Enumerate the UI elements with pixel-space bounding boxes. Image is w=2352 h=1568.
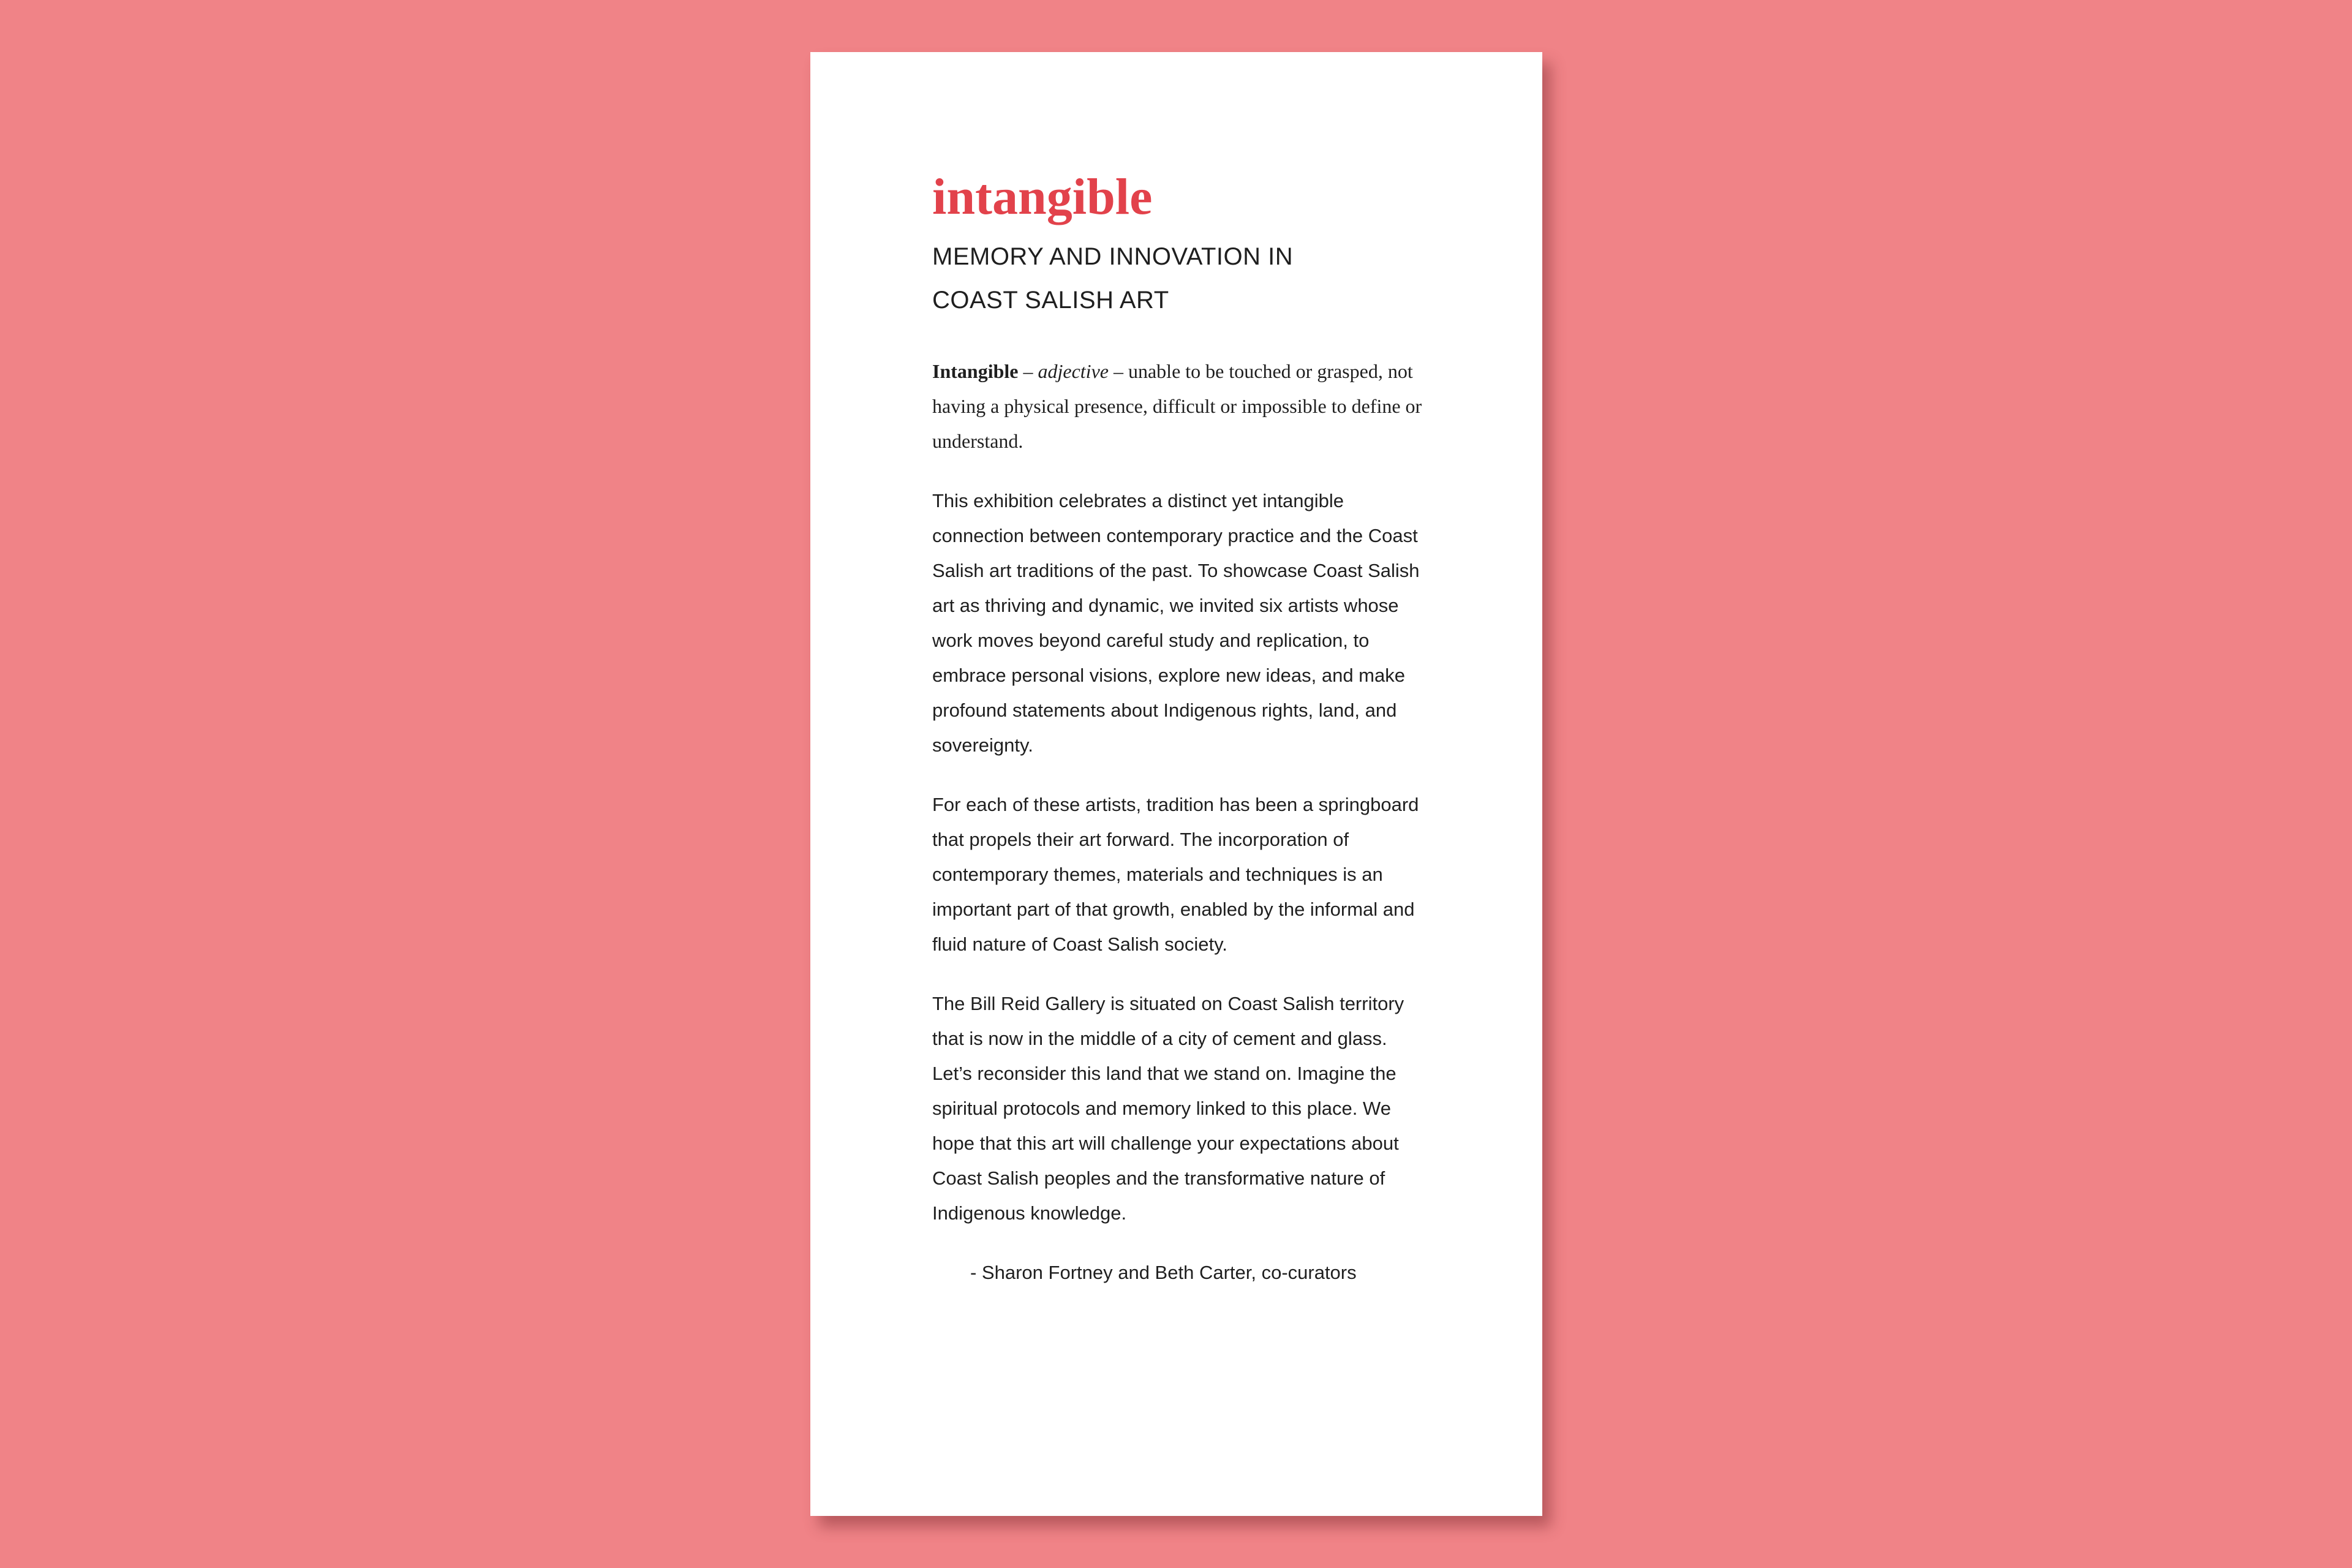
document-title: intangible <box>932 168 1153 225</box>
curator-signature: - Sharon Fortney and Beth Carter, co-curators <box>970 1262 1357 1283</box>
paragraph-1: This exhibition celebrates a distinct yet intangible connection between contemporary practice and the Coast Salish art traditions of the past. To showcase Coast Salish art as thriving and dynamic, we invited six artists whose work moves beyond careful study and replication, to embrace personal visions, explore new ideas, and make profound statements about Indigenous rights, land, and sovereignty. <box>932 490 1420 756</box>
paragraph-2: For each of these artists, tradition has been a springboard that propels their art forward. The incorporation of contemporary themes, materials and techniques is an important part of that growth, enabled by the informal and fluid nature of Coast Salish society. <box>932 794 1419 955</box>
document-content <box>932 168 1422 1309</box>
definition-part-of-speech: adjective <box>1038 360 1109 382</box>
document-card <box>810 52 1542 1516</box>
definition-term: Intangible <box>932 360 1019 382</box>
paragraph-3: The Bill Reid Gallery is situated on Coast Salish territory that is now in the middle of a city of cement and glass. Let’s reconsider this land that we stand on. Imagine the spiritual protocols and memory linked to this place. We hope that this art will challenge your expectations about Coast Salish peoples and the transformative nature of Indigenous knowledge. <box>932 993 1404 1224</box>
subtitle-line-2: COAST SALISH ART <box>932 287 1169 314</box>
definition <box>932 354 1422 459</box>
definition-text: – unable to be touched or grasped, not having a physical presence, difficult or impossible to define or understand. <box>932 360 1422 452</box>
subtitle-line-1: MEMORY AND INNOVATION IN <box>932 243 1294 270</box>
definition-dash: – <box>1018 360 1038 382</box>
document-subtitle <box>932 235 1361 322</box>
